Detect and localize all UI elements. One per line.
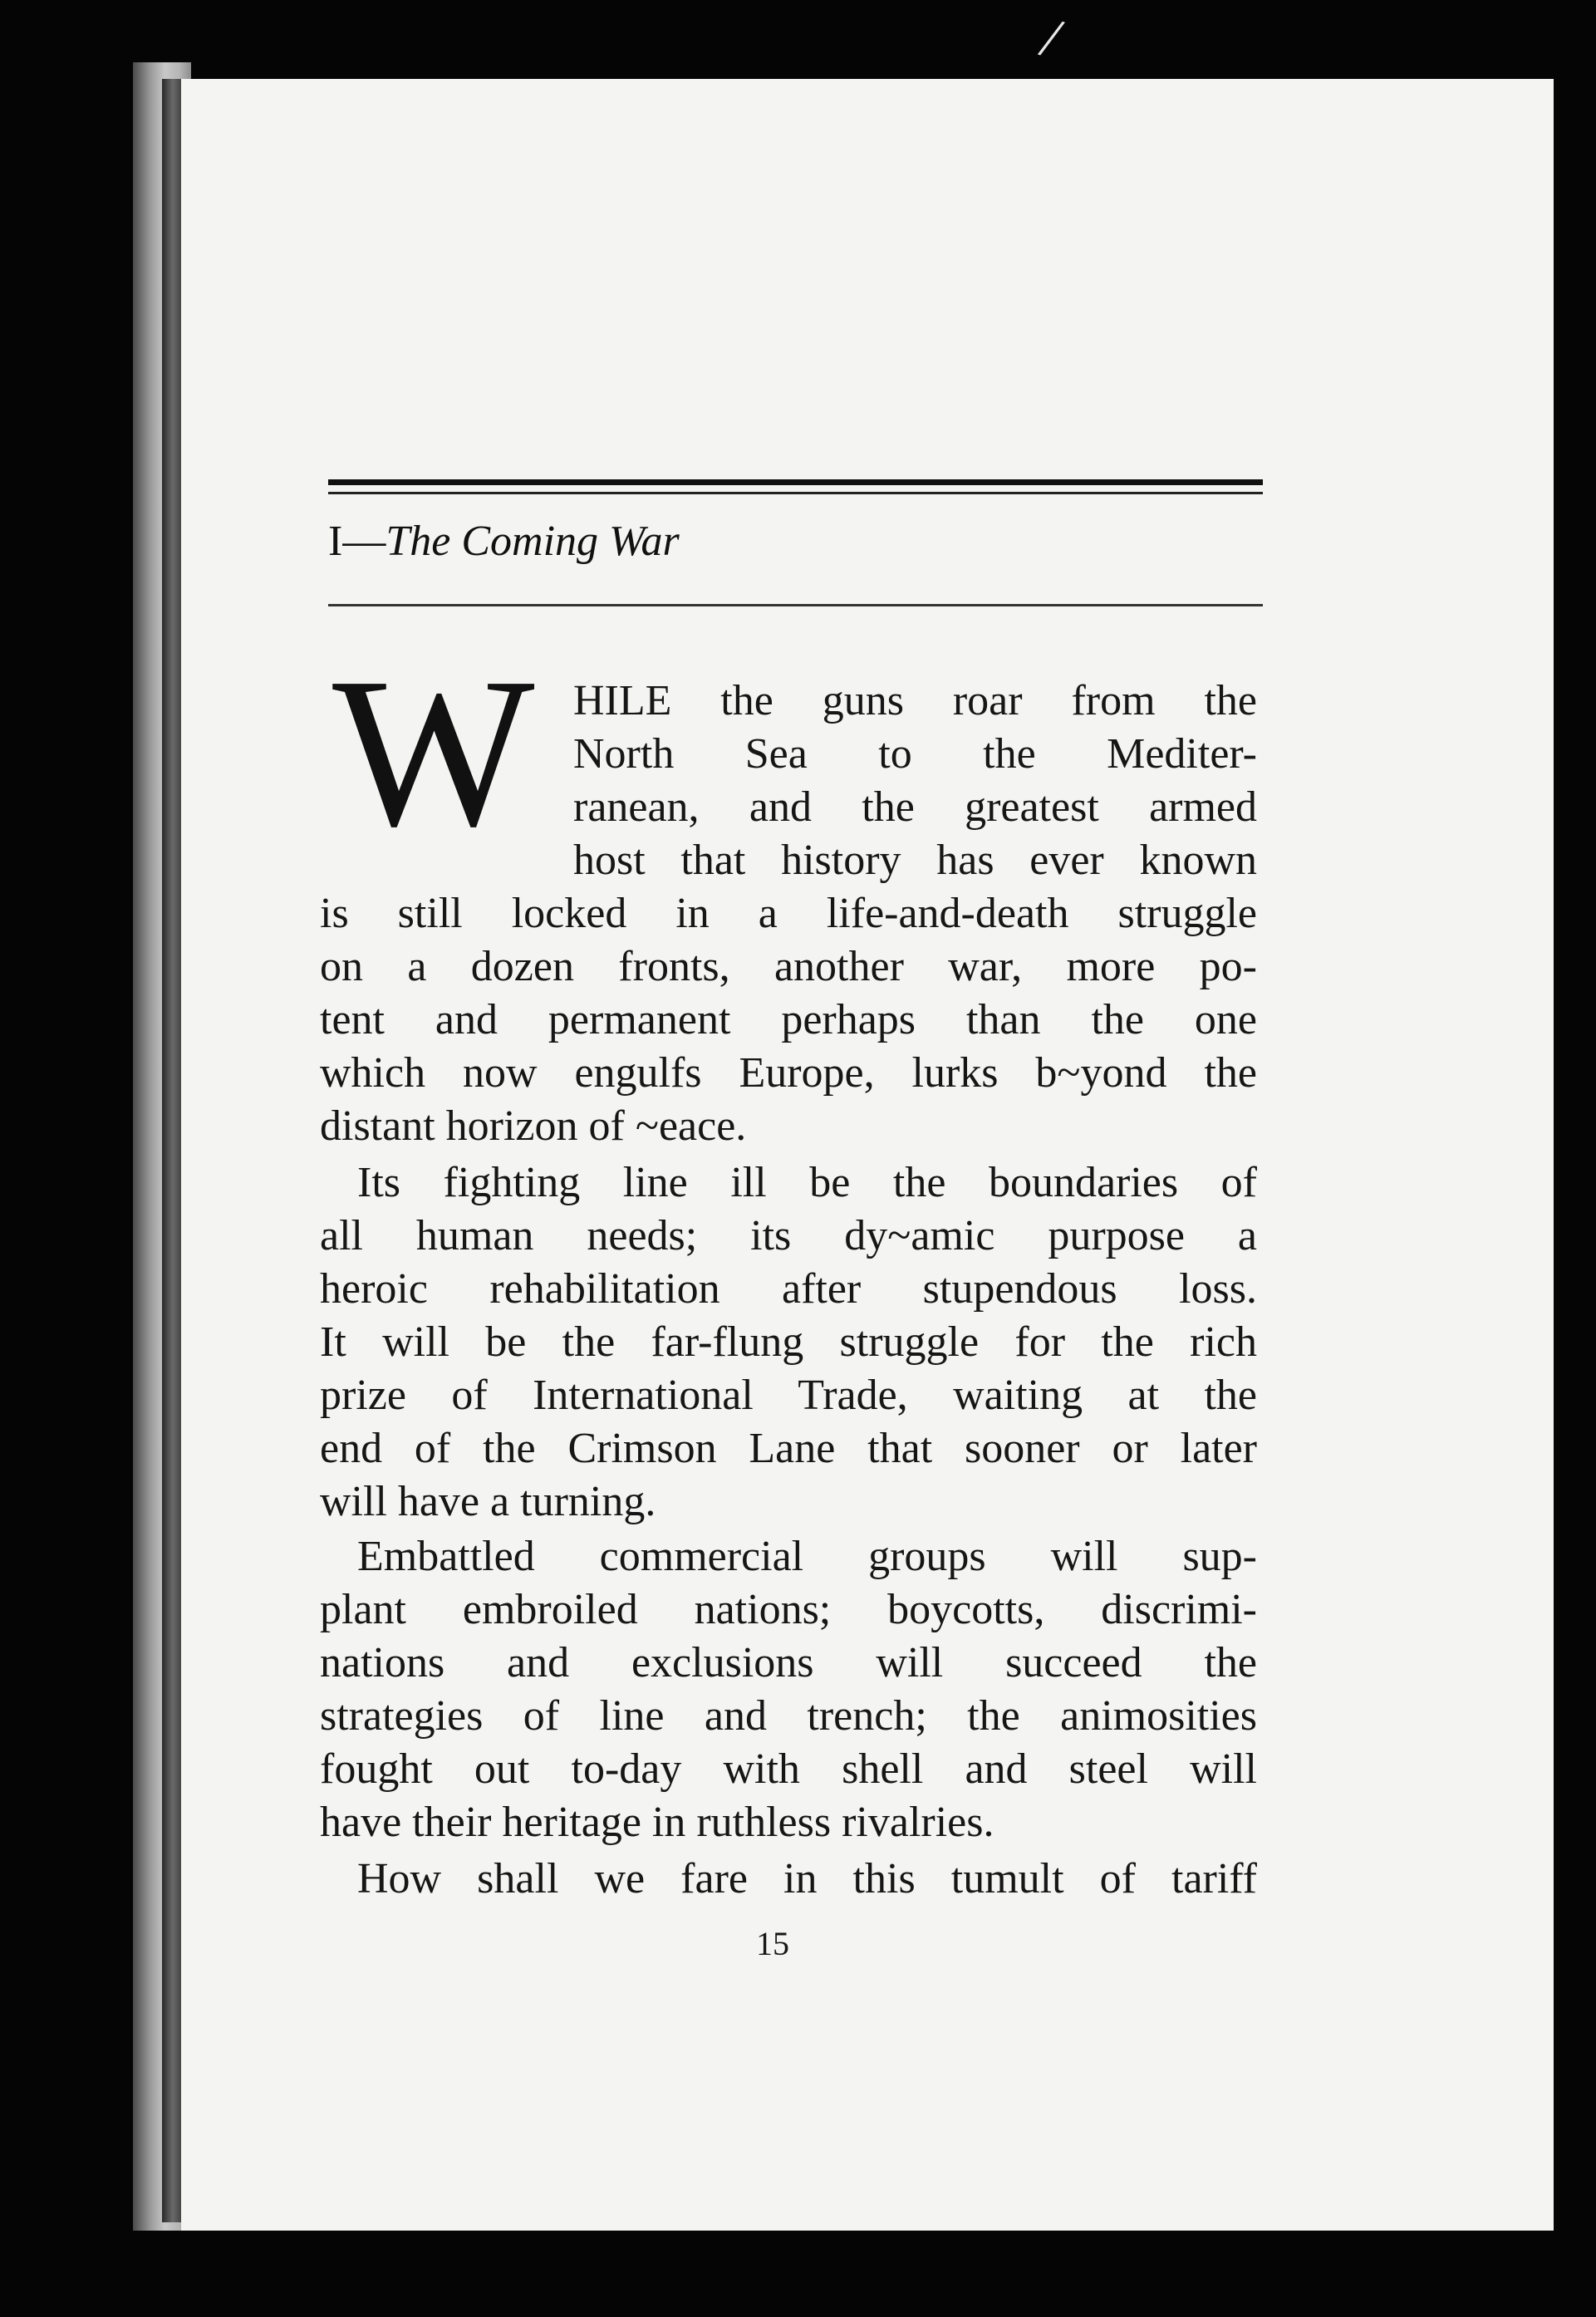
text-line: North Sea to the Mediter- xyxy=(573,730,1257,778)
text-line: will have a turning. xyxy=(320,1478,656,1525)
chapter-title: The Coming War xyxy=(385,518,680,565)
text-line: Its fighting line ill be the boundaries of xyxy=(357,1159,1257,1206)
text-line: end of the Crimson Lane that sooner or later xyxy=(320,1425,1257,1472)
text-line: host that history has ever known xyxy=(573,837,1257,884)
text-line: heroic rehabilitation after stupendous loss. xyxy=(320,1265,1257,1313)
text-line: plant embroiled nations; boycotts, discrimi- xyxy=(320,1586,1257,1633)
text-line: all human needs; its dy~amic purpose a xyxy=(320,1212,1257,1259)
text-line: distant horizon of ~eace. xyxy=(320,1102,747,1150)
text-line: It will be the far-flung struggle for the rich xyxy=(320,1318,1257,1366)
header-rule-bottom xyxy=(328,604,1263,606)
text-line: tent and permanent perhaps than the one xyxy=(320,996,1257,1043)
text-line: which now engulfs Europe, lurks b~yond the xyxy=(320,1049,1257,1097)
text-line: HILE the guns roar from the xyxy=(573,677,1257,724)
chapter-number: I— xyxy=(328,518,386,565)
book-page xyxy=(181,79,1554,2231)
chapter-heading xyxy=(328,508,680,575)
drop-cap: W xyxy=(332,633,535,871)
text-line: strategies of line and trench; the animosities xyxy=(320,1692,1257,1740)
text-line: prize of International Trade, waiting at the xyxy=(320,1372,1257,1419)
text-line: ranean, and the greatest armed xyxy=(573,783,1257,831)
text-line: on a dozen fronts, another war, more po- xyxy=(320,943,1257,990)
text-line: nations and exclusions will succeed the xyxy=(320,1639,1257,1686)
page-number: 15 xyxy=(756,1925,789,1962)
text-line: How shall we fare in this tumult of tariff xyxy=(357,1855,1257,1902)
text-line: fought out to-day with shell and steel will xyxy=(320,1745,1257,1793)
header-rule-thin xyxy=(328,492,1263,494)
text-line: have their heritage in ruthless rivalries. xyxy=(320,1799,994,1846)
text-line: Embattled commercial groups will sup- xyxy=(357,1533,1257,1580)
header-rule-thick xyxy=(328,479,1263,485)
text-line: is still locked in a life-and-death struggle xyxy=(320,890,1257,937)
scan-mark: / xyxy=(1034,5,1069,71)
